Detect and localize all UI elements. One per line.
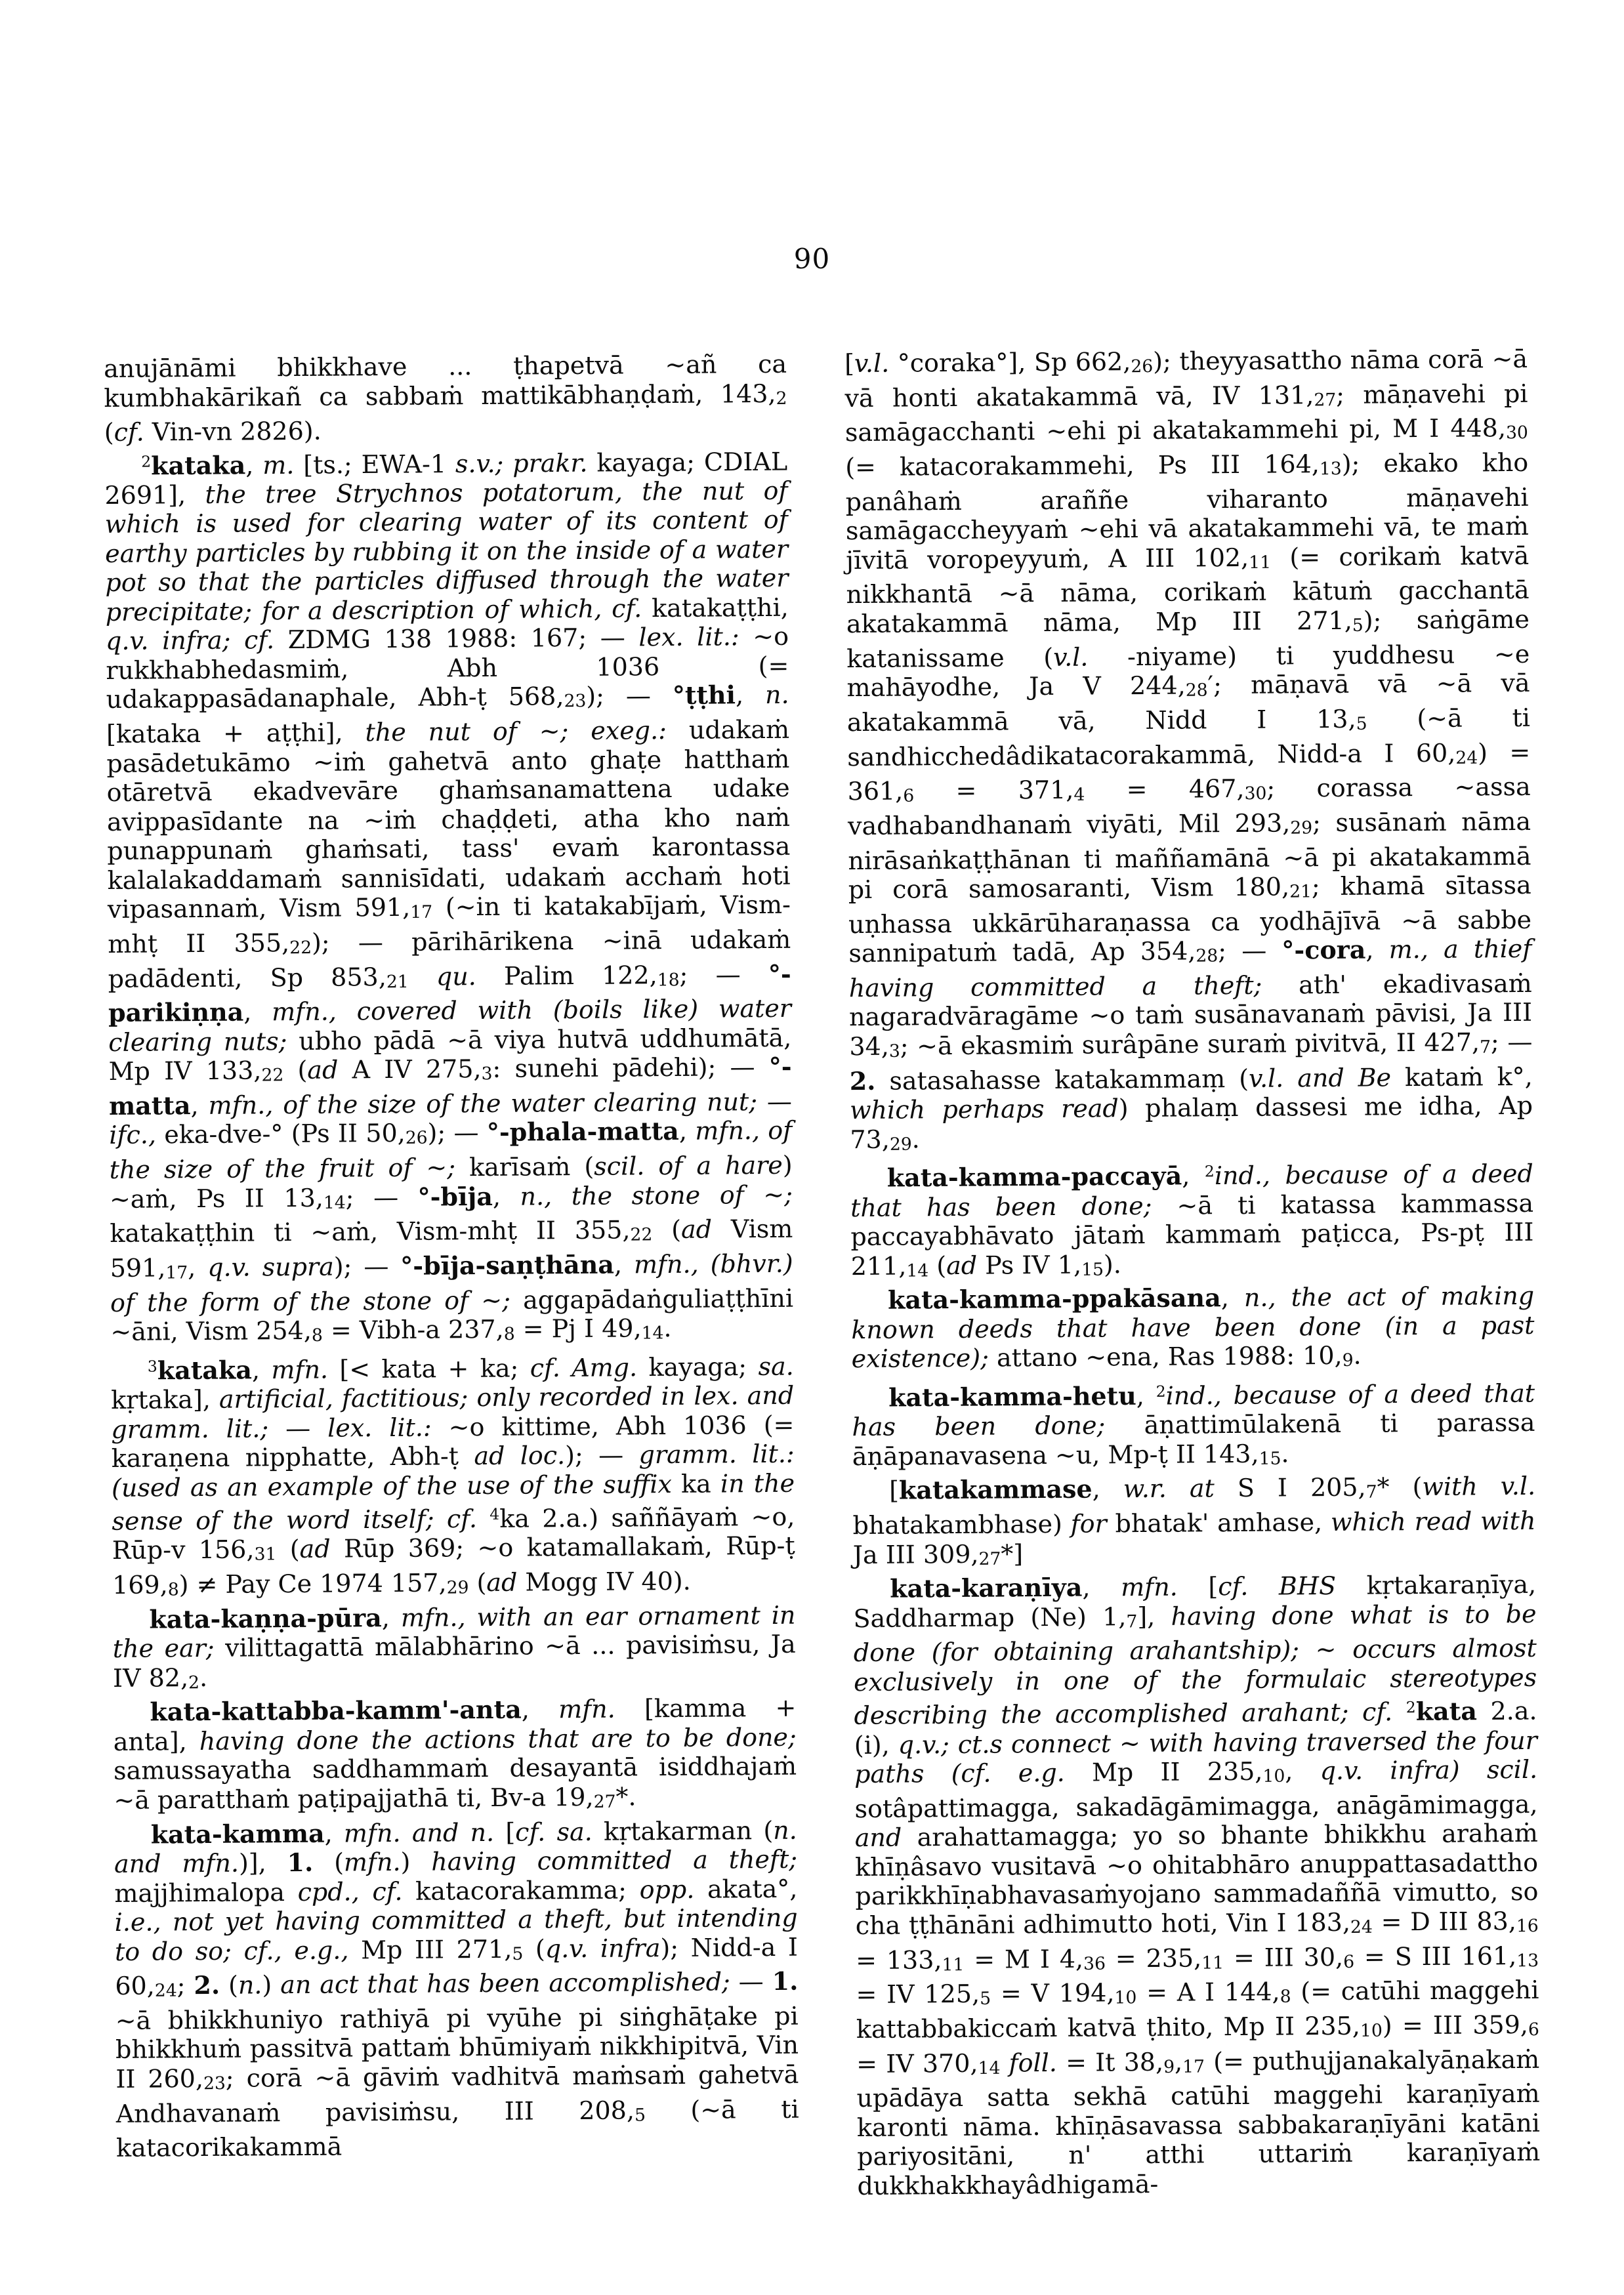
- text-run: ath' ekadivasaṁ nagaradvāragāme ~o taṁ susānavanaṁ pāvisi, Ja III 34,3; ~ā ekasmiṁ surâpāne suraṁ pivitvā, II 427,7; —: [848, 968, 1533, 1062]
- line-number: 29: [889, 1134, 912, 1155]
- text-run: Mp II 235,10,: [1091, 1756, 1320, 1787]
- text-run: which read with: [1330, 1506, 1536, 1537]
- text-run: for: [1070, 1509, 1107, 1539]
- text-run: lex. lit.:: [638, 622, 739, 652]
- text-run: 2.: [194, 1970, 220, 2000]
- text-run: lex. lit.:: [327, 1413, 432, 1443]
- text-run: ,: [243, 997, 272, 1027]
- line-number: 5: [634, 2105, 646, 2126]
- line-number: 10: [1114, 1987, 1137, 2008]
- text-run: katacorakamma;: [402, 1874, 640, 1906]
- text-run: kayaga;: [636, 1352, 759, 1382]
- line-number: 10: [1262, 1766, 1285, 1787]
- line-number: 6: [1343, 1951, 1355, 1972]
- text-run: katakammase: [898, 1474, 1093, 1505]
- text-run: °-matta: [108, 1051, 792, 1121]
- text-run: having committed a theft;: [431, 1844, 798, 1876]
- text-run: ifc.,: [109, 1120, 157, 1150]
- text-run: n., the stone of ~;: [520, 1180, 793, 1211]
- text-columns: [104, 344, 1541, 2206]
- text-run: satasahasse katakammaṃ (: [875, 1064, 1249, 1096]
- text-run: ): [262, 1970, 281, 2000]
- line-number: 17: [1182, 2056, 1205, 2077]
- text-run: kataṁ k°,: [1390, 1062, 1533, 1092]
- line-number: 14: [906, 1260, 929, 1281]
- line-number: 15: [1259, 1448, 1281, 1469]
- text-run: ad: [307, 1055, 339, 1085]
- entry-kata-karaniya: [853, 1570, 1541, 2201]
- text-run: ,: [324, 1819, 344, 1848]
- text-run: samussayatha saddhammaṁ desayantā isiddhajaṁ ~ā paratthaṁ paṭipajjathā ti, Bv-a 19,27*.: [113, 1752, 797, 1815]
- text-run: the nut of ~; exeg.:: [365, 716, 667, 747]
- text-run: kata-kamma: [150, 1818, 325, 1850]
- text-run: °coraka°], Sp 662,26); theyyasattho nāma corā ~ā vā honti akatakammā vā, IV 131,27; māṇavehi pi samāgacchanti ~ehi pi akatakammehi pi, M I 448,30 (= katacorakammehi, Ps III 164,13); ekako kho panâhaṁ araññe viharanto māṇavehi samāgaccheyyaṁ ~ehi vā akatakammehi vā, te maṁ jīvitā voropeyyuṁ, A III 102,11 (= corikaṁ katvā nikkhantā ~ā nāma, corikaṁ kātuṁ gacchantā akatakammā nāma, Mp III 271,5); saṅgāme katanissame (: [844, 344, 1530, 673]
- line-number: 30: [1244, 783, 1267, 804]
- text-run: = It 38,9,17 (= puthujjanakalyāṇakaṁ upādāya satta sekhā catūhi maggehi karaṇīyaṁ karonti nāma. khīṇāsavassa sabbakaraṇīyāni katāni pariyositāni, n' atthi uttariṁ karaṇīyaṁ dukkhakkhayâdhigamā-: [856, 2044, 1541, 2201]
- text-run: ind., because of a deed that has been done;: [850, 1159, 1533, 1222]
- text-run: q.v. supra: [207, 1252, 334, 1282]
- text-run: cf. BHS: [1218, 1571, 1337, 1602]
- text-run: —: [757, 1086, 793, 1116]
- text-run: sa.: [758, 1352, 794, 1381]
- text-run: °-parikiṇṇa: [108, 959, 791, 1028]
- text-run: kataka: [157, 1355, 253, 1386]
- text-run: foll.: [1009, 2048, 1058, 2078]
- text-run: ad: [946, 1251, 978, 1280]
- text-run: opp.: [639, 1874, 695, 1904]
- text-run: n.: [238, 1970, 262, 2000]
- text-run: ) ~aṁ, Ps II 13,14; —: [109, 1150, 793, 1214]
- left-column: [104, 350, 800, 2206]
- text-run: bhatak' amhase,: [1106, 1508, 1331, 1539]
- text-run: ,: [1082, 1573, 1121, 1602]
- text-run: S I 205,7* (: [1214, 1472, 1423, 1503]
- line-number: 5: [1356, 713, 1367, 734]
- text-run: kata-kamma-hetu: [888, 1380, 1136, 1413]
- right-column: [844, 344, 1541, 2201]
- text-run: q.v. infra) scil.: [1320, 1755, 1538, 1786]
- entry-kataka-2: [104, 442, 794, 1352]
- text-run: 2.: [849, 1065, 876, 1096]
- text-run: cf. sa.: [515, 1817, 593, 1847]
- text-run: kayaga; CDIAL 2691],: [104, 447, 788, 510]
- text-run: Rūp 369; ~o katamallakaṁ, Rūp-ṭ 169,8) ≠ Pay Ce 1974 157,29 (: [112, 1531, 795, 1600]
- line-number: 2: [188, 1672, 200, 1693]
- text-run: gramm. lit.: (used as an example of the use of the suffix: [111, 1439, 795, 1502]
- line-number: 23: [564, 691, 587, 712]
- line-number: 4: [1073, 784, 1085, 806]
- text-run: (: [219, 1970, 239, 2000]
- text-run: kata-kaṇṇa-pūra: [149, 1602, 382, 1634]
- line-number: 3: [481, 1064, 493, 1085]
- text-run: [kataka + aṭṭhi],: [106, 718, 365, 749]
- text-run: mfn., (bhvr.) of the form of the stone of ~;: [110, 1249, 793, 1317]
- text-run: attano ~ena, Ras 1988: 10,9.: [988, 1340, 1362, 1373]
- text-run: °-cora: [1281, 934, 1366, 965]
- text-run: Palim 122,18; —: [476, 959, 769, 991]
- line-number: 30: [1505, 423, 1528, 444]
- text-run: ad: [486, 1567, 518, 1598]
- text-run: ,: [614, 1250, 635, 1279]
- text-run: bhatakambhase): [852, 1509, 1071, 1540]
- text-run: ,: [1365, 935, 1389, 964]
- text-run: Mogg IV 40).: [517, 1566, 691, 1597]
- text-run: °ṭṭhi: [672, 680, 736, 711]
- text-run: ,: [1136, 1381, 1156, 1411]
- line-number: 2: [776, 388, 787, 409]
- entry-kata-kattabba-kamm-anta: [113, 1693, 797, 1820]
- line-number: 29: [1290, 817, 1313, 838]
- text-run: [< kata + ka;: [327, 1354, 530, 1384]
- text-run: [ts.; EWA-1: [294, 449, 456, 480]
- entry-kata-kamma: [114, 1815, 800, 2163]
- line-number: 5: [980, 1989, 991, 2010]
- text-run: the tree Strychnos potatorum, the nut of which is used for clearing water of its content of earthy particles by rubbing it on the inside of a water pot so that the particles diffused through the water precipitate; for a description of which, cf.: [104, 476, 789, 627]
- text-run: °-phala-matta: [486, 1116, 680, 1148]
- line-number: 27: [978, 1548, 1001, 1569]
- line-number: 28: [1196, 945, 1218, 966]
- line-number: 7: [1365, 1482, 1377, 1503]
- text-run: akata°,: [694, 1874, 798, 1904]
- text-run: ) phalaṃ dassesi me idha, Ap 73,29.: [850, 1090, 1533, 1155]
- line-number: 22: [261, 1065, 284, 1086]
- text-run: Mp III 271,5 (: [348, 1933, 545, 1965]
- text-run: n. and mfn.: [114, 1815, 797, 1879]
- page-number: 90: [793, 243, 831, 275]
- text-run: q.v. infra; cf.: [105, 625, 275, 656]
- line-number: 7: [1479, 1037, 1491, 1058]
- text-run: ); —: [565, 1440, 639, 1470]
- line-number: 5: [512, 1943, 524, 1964]
- text-run: [kamma + anta],: [113, 1693, 797, 1756]
- text-run: and: [854, 1823, 902, 1853]
- text-run: ,: [1182, 1161, 1205, 1191]
- text-run: sotâpattimagga, sakadāgāmimagga, anāgāmimagga,: [854, 1789, 1538, 1823]
- text-run: an act that has been accomplished;: [280, 1967, 730, 2000]
- text-run: n.: [764, 680, 789, 710]
- line-number: 11: [942, 1954, 965, 1975]
- homonym-number: 2: [141, 452, 152, 471]
- text-run: kata-kattabba-kamm'-anta: [150, 1695, 522, 1727]
- text-run: Vism 591,17,: [110, 1214, 793, 1283]
- text-run: majjhimalopa: [114, 1877, 298, 1908]
- text-run: v.l.: [1052, 642, 1089, 672]
- line-number: 26: [405, 1128, 428, 1149]
- line-number: 21: [1289, 881, 1312, 902]
- text-run: ~ā bhikkhuniyo rathiyā pi vyūhe pi siṅghāṭake pi bhikkhuṁ passitvā pattaṁ bhūmiyaṁ nikkhipitvā, Vin II 260,23; corā ~ā gāviṁ vadhitvā maṁsaṁ gahetvā Andhavanaṁ pavisiṁsu, III 208,5 (~ā ti katacorikakammā: [115, 2001, 799, 2163]
- homonym-number: 4: [489, 1504, 500, 1524]
- line-number: 13: [1516, 1950, 1539, 1971]
- line-number: 24: [1455, 747, 1478, 768]
- entry-kata-kamma-hetu: [852, 1375, 1535, 1477]
- text-run: v.l.: [854, 348, 890, 379]
- text-run: mfn.: [343, 1848, 401, 1877]
- text-run: aggapādaṅguliaṭṭhīni ~āni, Vism 254,8 = Vibh-a 237,8 = Pj I 49,14.: [110, 1283, 794, 1347]
- text-run: —: [730, 1967, 772, 1996]
- text-run: mfn.: [558, 1695, 615, 1724]
- text-run: ka: [680, 1469, 711, 1499]
- homonym-number: 2: [1405, 1698, 1416, 1717]
- text-run: katakaṭṭhin ti ~aṁ, Vism-mhṭ II 355,22 (: [110, 1215, 682, 1249]
- homonym-number: 2: [1204, 1162, 1215, 1181]
- text-run: ZDMG 138 1988: 167; —: [274, 623, 639, 655]
- text-run: kata-kamma-paccayā: [886, 1161, 1182, 1193]
- line-number: 6: [1528, 2019, 1539, 2040]
- text-run: i.e., not yet having committed a theft, but intending to do so; cf., e.g.,: [114, 1903, 798, 1966]
- text-run: ,: [381, 1603, 402, 1632]
- text-run: 2.a.(i),: [854, 1697, 1537, 1760]
- text-run: s.v.; prakr.: [455, 448, 588, 478]
- text-run: ,: [492, 1182, 520, 1211]
- line-number: 28: [1185, 680, 1208, 701]
- line-number: 36: [1083, 1953, 1106, 1974]
- text-run: ,: [245, 450, 263, 480]
- line-number: 15: [1081, 1259, 1104, 1280]
- line-number: 14: [323, 1192, 346, 1213]
- text-run: mfn.: [1120, 1572, 1178, 1602]
- text-run: ~o kittime, Abh 1036 (= karaṇena nipphatte, Abh-ṭ: [111, 1410, 795, 1474]
- text-run: anujānāmi bhikkhave ... ṭhapetvā ~añ ca kumbhakārikañ ca sabbaṁ mattikābhaṇḍaṁ, 143,2 (: [104, 349, 787, 447]
- text-run: ): [400, 1847, 432, 1877]
- line-number: 8: [167, 1579, 179, 1600]
- text-run: cf. Amg.: [530, 1352, 638, 1383]
- text-run: ); Nidd-a I 60,24;: [115, 1932, 799, 2002]
- text-run: w.r. at: [1123, 1474, 1215, 1504]
- text-run: Ja III 309,27*]: [852, 1539, 1024, 1569]
- line-number: 31: [254, 1544, 277, 1565]
- line-number: 26: [1131, 356, 1154, 377]
- text-run: ); —: [333, 1251, 401, 1281]
- line-number: 29: [446, 1577, 469, 1598]
- text-run: kata-kamma-ppakāsana: [887, 1283, 1221, 1315]
- text-run: mfn.: [271, 1355, 329, 1384]
- text-run: mfn. and n.: [343, 1817, 495, 1848]
- text-run: in the sense of the word itself; cf.: [112, 1468, 795, 1536]
- text-run: [: [493, 1817, 516, 1847]
- line-number: 11: [1201, 1952, 1224, 1974]
- line-number: 23: [203, 2073, 226, 2094]
- line-number: 8: [1280, 1986, 1291, 2008]
- line-number: 3: [888, 1041, 900, 1062]
- text-run: (: [313, 1848, 344, 1877]
- line-number: 17: [165, 1262, 188, 1283]
- text-run: )],: [238, 1848, 287, 1878]
- text-run: ,: [190, 1090, 209, 1120]
- line-number: 14: [978, 2057, 1001, 2078]
- text-run: v.l. and Be: [1248, 1062, 1392, 1093]
- text-run: mfn., covered with (boils like) water clearing nuts;: [108, 993, 792, 1057]
- text-run: āṇattimūlakenā ti parassa āṇāpanavasena ~u, Mp-ṭ II 143,15.: [852, 1408, 1535, 1471]
- text-run: kata: [1415, 1696, 1478, 1727]
- homonym-number: 2: [1156, 1382, 1166, 1401]
- text-run: 1.: [287, 1847, 314, 1878]
- line-number: 8: [503, 1323, 515, 1345]
- text-run: ~o rukkhabhedasmiṁ, Abh 1036 (= udakappasādanaphale, Abh-ṭ 568,23); —: [106, 622, 789, 714]
- text-run: with v.l.: [1422, 1472, 1536, 1502]
- text-run: ubho pādā ~ā viya hutvā uddhumātā, Mp IV 133,22 (: [108, 1023, 792, 1086]
- text-run: ad: [680, 1214, 713, 1245]
- text-run: A IV 275,3: sunehi pādehi); —: [338, 1052, 769, 1085]
- text-run: having done the actions that are to be done;: [199, 1722, 797, 1756]
- text-run: mfn., of the size of the fruit of ~;: [109, 1116, 793, 1185]
- text-run: ~ā ti katassa kammassa paccayabhāvato jātaṁ kammaṁ paṭicca, Ps-pṭ III 211,14 (: [850, 1188, 1534, 1281]
- text-run: m.: [262, 450, 295, 480]
- entry-kata-kanna-pura: [112, 1600, 796, 1698]
- text-run: n., the act of making known deeds that have been done (in a past existence);: [851, 1281, 1535, 1374]
- text-run: mfn., with an ear ornament in the ear;: [112, 1600, 796, 1664]
- line-number: 21: [386, 971, 409, 992]
- text-run: ,: [1220, 1283, 1245, 1313]
- line-number: 9: [1163, 2056, 1175, 2077]
- line-number: 27: [593, 1791, 616, 1812]
- line-number: 11: [1249, 552, 1272, 573]
- text-run: ,: [251, 1355, 272, 1385]
- text-run: 1.: [772, 1966, 799, 1996]
- text-run: ind., because of a deed that has been done;: [852, 1378, 1535, 1442]
- text-run: katakaṭṭhi,: [652, 592, 789, 623]
- text-run: eka-dve-° (Ps II 50,26); —: [156, 1118, 488, 1149]
- entry-kata-kamma-ppakasana: [851, 1281, 1535, 1379]
- line-number: 24: [154, 1980, 177, 2002]
- line-number: 27: [1314, 389, 1337, 411]
- line-number: 9: [1342, 1350, 1354, 1371]
- text-run: arahattamagga; yo so bhante bhikkhu arahaṁ khīṇâsavo vusitavā ~o ohitabhāro anuppattasadattho parikkhīṇabhavasaṁyojano sammadaññā vimutto, so cha ṭṭhānāni adhimutto hoti, Vin I 183,24 = D III 83,16 = 133,11 = M I 4,36 = 235,11 = III 30,6 = S III 161,13 = IV 125,5 = V 194,10 = A I 144,8 (= catūhi maggehi kattabbakiccaṁ katvā ṭhito, Mp II 235,10) = III 359,6 = IV 370,14: [854, 1819, 1539, 2078]
- text-run: cpd., cf.: [297, 1876, 403, 1907]
- line-number: 18: [657, 969, 680, 990]
- entry-kataka-3: [111, 1348, 796, 1605]
- text-run: [: [1177, 1572, 1218, 1602]
- text-run: [: [844, 349, 855, 379]
- line-number: 10: [1360, 2020, 1383, 2041]
- text-run: ad loc.: [474, 1441, 566, 1471]
- text-run: mfn., of the size of the water clearing nut;: [208, 1086, 758, 1120]
- homonym-number: 3: [147, 1357, 157, 1376]
- text-run: Vin-vn 2826).: [144, 416, 322, 447]
- text-run: —: [268, 1413, 328, 1443]
- line-number: 13: [1319, 459, 1342, 480]
- entry-kata-kamma-continuation: [844, 344, 1533, 1160]
- text-run: ,: [735, 680, 766, 710]
- line-number: 17: [410, 901, 433, 923]
- line-number: 14: [641, 1323, 664, 1344]
- line-number: 6: [903, 785, 915, 806]
- text-run: karīsaṁ (: [455, 1151, 594, 1182]
- text-run: ad: [299, 1534, 331, 1564]
- text-run: °-bīja: [417, 1181, 493, 1212]
- text-run: ,: [678, 1117, 696, 1146]
- line-number: 22: [289, 937, 312, 959]
- text-run: Ps IV 1,15).: [976, 1249, 1121, 1280]
- line-number: 16: [1516, 1915, 1539, 1937]
- text-run: °-bīja-saṇṭhāna: [400, 1249, 615, 1281]
- text-run: ka 2.a.) saññāyaṁ ~o, Rūp-v 156,31 (: [112, 1502, 795, 1565]
- line-number: 24: [1350, 1916, 1373, 1937]
- text-run: kṛtakaraṇīya, Saddharmap (Ne) 1,7],: [853, 1570, 1537, 1633]
- text-run: qu.: [436, 961, 476, 991]
- text-run: udakaṁ pasādetukāmo ~iṁ gahetvā anto ghaṭe hatthaṁ otāretvā ekadvevāre ghaṁsanamattena udake avippasīdante na ~iṁ chaḍḍeti, atha kho naṁ punappunaṁ ghaṁsati, tass' evaṁ karontassa kalalakaddamaṁ sannisīdati, udakaṁ acchaṁ hoti vipasannaṁ, Vism 591,17 (~in ti katakabījaṁ, Vism-mhṭ II 355,22); — pārihārikena ~inā udakaṁ padādenti, Sp 853,21: [106, 714, 791, 993]
- text-run: q.v.; ct.s connect ~ with having traversed the four paths (cf. e.g.: [854, 1726, 1537, 1789]
- entry-katakammase: [852, 1472, 1536, 1575]
- text-run: [: [888, 1476, 900, 1506]
- line-number: 22: [630, 1224, 653, 1245]
- text-run: having done what is to be done (for obtaining arahantship); ~ occurs almost exclusively in one of the formulaic stereotypes describing the accomplished arahant; cf.: [853, 1599, 1537, 1731]
- text-run: kṛtakarman (: [592, 1815, 774, 1846]
- text-run: kata-karaṇīya: [890, 1572, 1083, 1603]
- entry-continuation-kumbhakarika: [104, 350, 787, 447]
- text-run: artificial, factitious; only recorded in lex. and gramm. lit.;: [111, 1380, 795, 1444]
- text-run: ,: [521, 1695, 559, 1725]
- text-run: vilittagattā mālabhārino ~ā ... pavisiṁsu, Ja IV 82,2.: [112, 1629, 796, 1693]
- line-number: 8: [311, 1325, 323, 1346]
- text-run: q.v. infra: [545, 1933, 661, 1963]
- text-run: which perhaps read: [849, 1094, 1119, 1125]
- entry-kata-kamma-paccaya: [850, 1155, 1534, 1286]
- line-number: 7: [1126, 1611, 1138, 1632]
- text-run: ,: [1092, 1474, 1123, 1504]
- text-run: m., a thief having committed a theft;: [848, 934, 1532, 1003]
- text-run: -niyame) ti yuddhesu ~e mahāyodhe, Ja V 244,28′; māṇavā vā ~ā vā akatakammā vā, Nidd I 13,5 (~ā ti sandhicchedâdikatacorakammā, Nidd-a I 60,24) = 361,6 = 371,4 = 467,30; corassa ~assa vadhabandhanaṁ viyāti, Mil 293,29; susānaṁ nāma nirāsaṅkaṭṭhānan ti maññamānā ~ā pi akatakammā pi corā samosaranti, Vism 180,21; khamā sītassa uṇhassa ukkārūharaṇassa ca yodhājīvā ~ā sabbe sannipatuṁ tadā, Ap 354,28; —: [846, 639, 1532, 968]
- text-run: scil. of a hare: [594, 1150, 783, 1181]
- line-number: 5: [1352, 615, 1364, 636]
- text-run: kataka: [151, 449, 246, 480]
- text-run: cf.: [114, 417, 144, 447]
- text-run: kṛtaka],: [110, 1384, 220, 1415]
